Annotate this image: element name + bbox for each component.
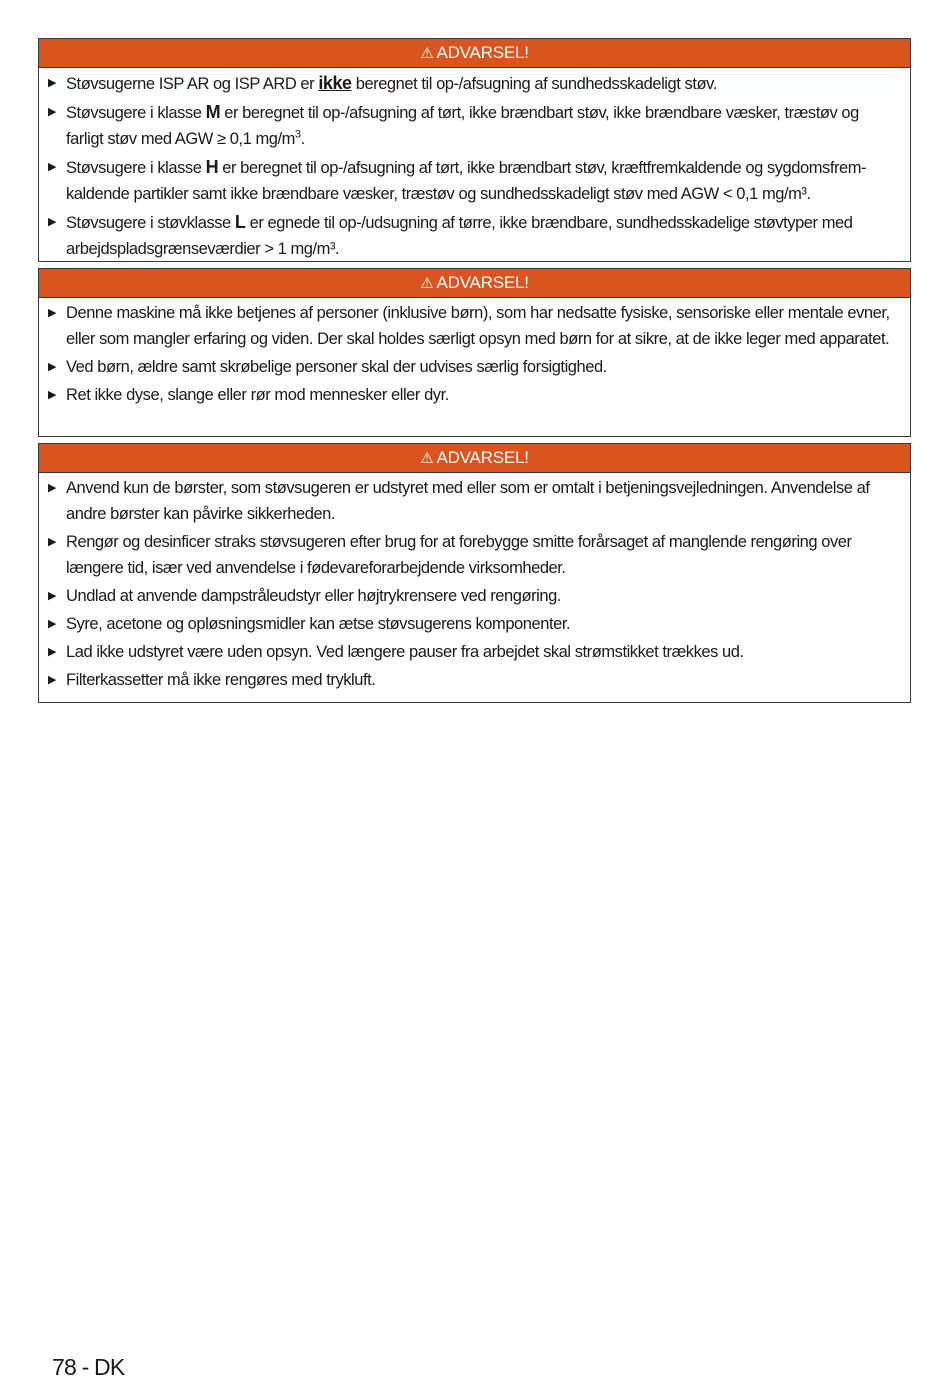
bullet-triangle-icon: ▶ xyxy=(48,482,57,494)
item-text: . xyxy=(300,130,305,148)
bullet-triangle-icon: ▶ xyxy=(48,361,57,373)
warning-title: ADVARSEL! xyxy=(436,43,529,62)
bullet-triangle-icon: ▶ xyxy=(48,161,57,173)
warning-header xyxy=(39,39,910,68)
warning-title: ADVARSEL! xyxy=(436,448,529,467)
list-item xyxy=(39,300,900,352)
item-text: Anvend kun de børster, som støvsugeren er udstyret med eller som er omtalt i betjeningsvejledningen. Anvendelse af andre børster kan påvirke sikkerheden. xyxy=(66,479,870,523)
item-text: Støvsugere i klasse xyxy=(66,104,206,122)
bullet-triangle-icon: ▶ xyxy=(48,216,57,228)
bullet-triangle-icon: ▶ xyxy=(48,389,57,401)
item-text: Ret ikke dyse, slange eller rør mod mennesker eller dyr. xyxy=(66,386,449,404)
bullet-triangle-icon: ▶ xyxy=(48,646,57,658)
bullet-triangle-icon: ▶ xyxy=(48,590,57,602)
list-item xyxy=(39,583,900,609)
list-item xyxy=(39,70,900,97)
item-text: er egnede til op-/udsugning af tørre, ikke brændbare, sundhedsskadelige støvtyper med arbejdspladsgrænseværdier > 1 mg/m³. xyxy=(66,214,853,258)
warning-box-1 xyxy=(38,38,911,262)
bullet-triangle-icon: ▶ xyxy=(48,618,57,630)
warning-triangle-icon: ⚠ xyxy=(420,450,434,467)
item-text: Støvsugere i støvklasse xyxy=(66,214,235,232)
warning-list xyxy=(39,473,910,697)
warning-triangle-icon: ⚠ xyxy=(420,275,434,292)
item-text: Denne maskine må ikke betjenes af personer (inklusive børn), som har nedsatte fysiske, sensoriske eller mentale evner, eller som mangler erfaring og viden. Der skal holdes særligt opsyn med børn for at sikre, at de ikke leger med apparatet. xyxy=(66,304,890,348)
item-text: Støvsugere i klasse xyxy=(66,159,206,177)
list-item xyxy=(39,639,900,665)
class-keyword: M xyxy=(205,102,221,122)
warning-box-3 xyxy=(38,443,911,703)
bullet-triangle-icon: ▶ xyxy=(48,106,57,118)
warning-title: ADVARSEL! xyxy=(436,273,529,292)
page-number: 78 - DK xyxy=(52,1354,125,1380)
warning-header xyxy=(39,444,910,473)
item-text: Rengør og desinficer straks støvsugeren efter brug for at forebygge smitte forårsaget af manglende rengøring over længere tid, især ved anvendelse i fødevareforarbejdende virksomheder. xyxy=(66,533,852,577)
item-text: Ved børn, ældre samt skrøbelige personer skal der udvises særlig forsigtighed. xyxy=(66,358,607,376)
item-text: Undlad at anvende dampstråleudstyr eller højtrykrensere ved rengøring. xyxy=(66,587,561,605)
item-text: er beregnet til op-/afsugning af tørt, ikke brændbart støv, ikke brændbare væsker, træstøv og farligt støv med AGW ≥ 0,1 mg/m xyxy=(66,104,859,148)
list-item xyxy=(39,382,900,408)
warning-header xyxy=(39,269,910,298)
bullet-triangle-icon: ▶ xyxy=(48,77,57,89)
item-text: Lad ikke udstyret være uden opsyn. Ved længere pauser fra arbejdet skal strømstikket trækkes ud. xyxy=(66,643,744,661)
list-item xyxy=(39,354,900,380)
item-text: er beregnet til op-/afsugning af tørt, ikke brændbart støv, kræftfremkaldende og sygdomsfrem-kaldende partikler samt ikke brændbare væsker, træstøv og sundhedsskadeligt støv med AGW < 0,1 mg/m³. xyxy=(66,159,867,203)
list-item xyxy=(39,209,900,262)
item-text: beregnet til op-/afsugning af sundhedsskadeligt støv. xyxy=(351,75,717,93)
warning-triangle-icon: ⚠ xyxy=(420,45,434,62)
list-item xyxy=(39,529,900,581)
bullet-triangle-icon: ▶ xyxy=(48,307,57,319)
item-text: Filterkassetter må ikke rengøres med trykluft. xyxy=(66,671,376,689)
item-text: Syre, acetone og opløsningsmidler kan ætse støvsugerens komponenter. xyxy=(66,615,571,633)
list-item xyxy=(39,475,900,527)
bullet-triangle-icon: ▶ xyxy=(48,536,57,548)
item-text: Støvsugerne ISP AR og ISP ARD er xyxy=(66,75,319,93)
class-keyword: L xyxy=(234,212,246,232)
list-item xyxy=(39,667,900,693)
list-item xyxy=(39,154,900,207)
warning-list xyxy=(39,68,910,266)
bullet-triangle-icon: ▶ xyxy=(48,674,57,686)
list-item xyxy=(39,611,900,637)
list-item xyxy=(39,99,900,152)
superscript: 3 xyxy=(294,128,301,141)
emphasis-keyword: ikke xyxy=(318,73,352,93)
warning-box-2 xyxy=(38,268,911,437)
class-keyword: H xyxy=(205,157,219,177)
warning-list xyxy=(39,298,910,412)
